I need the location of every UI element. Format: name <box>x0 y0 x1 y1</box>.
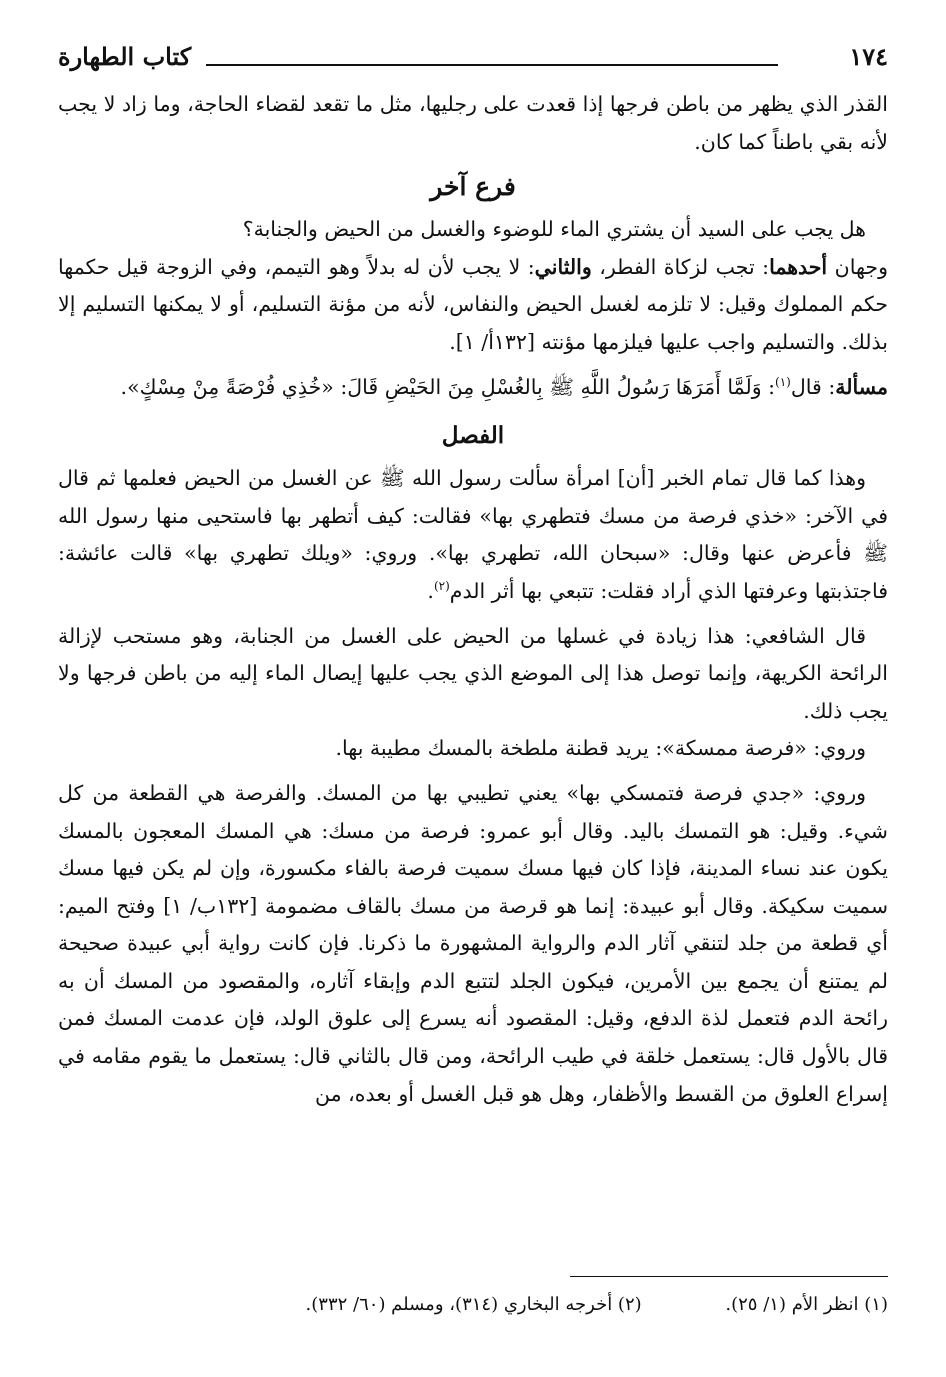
main-text <box>58 86 888 1113</box>
paragraph-3-first-ruling: : تجب لزكاة الفطر، <box>599 254 770 279</box>
paragraph-1: القذر الذي يظهر من باطن فرجها إذا قعدت على رجليها، مثل ما تقعد لقضاء الحاجة، وما زاد لا يجب لأنه بقي باطناً كما كان. <box>58 92 888 154</box>
paragraph-3-second-ruling: : لا يجب لأن له بدلاً وهو التيمم، وفي الزوجة قيل حكمها حكم المملوك وقيل: لا تلزمه لغسل الحيض والنفاس، لأنه من مؤنة التسليم، أو لا يمكنها التسليم إلا بذلك. والتسليم واجب عليها فيلزمها مؤنته [١٣٢أ/ ١]. <box>58 254 888 354</box>
footnote-ref-1: (١) <box>775 374 791 389</box>
paragraph-5-text: وهذا كما قال تمام الخبر [أن] امرأة سألت رسول الله ﷺ عن الغسل من الحيض فعلمها ثم قال في الآخر: «خذي فرصة من مسك فتطهري بها» فقالت: كيف أتطهر بها فاستحيى منها رسول الله ﷺ فأعرض عنها وقال: «سبحان الله، تطهري بها». وروي: «ويلك تطهري بها» قالت عائشة: فاجتذبتها وعرفتها الذي أراد فقلت: تتبعي بها أثر الدم <box>58 466 888 603</box>
footnote-1: (١) انظر الأم (١/ ٢٥). <box>725 1294 888 1315</box>
paragraph-3-lead: وجهان <box>834 254 888 279</box>
masala-quote: : وَلَمَّا أَمَرَهَا رَسُولُ اللَّهِ ﷺ بِالغُسْلِ مِنَ الحَيْضِ قَالَ: «خُذِي فُرْصَةً مِنْ مِسْكٍ». <box>120 374 776 399</box>
footnote-rule <box>570 1276 888 1277</box>
term-first: أحدهما <box>769 254 828 279</box>
header-rule <box>206 64 778 66</box>
masala-paragraph <box>58 369 888 407</box>
paragraph-3 <box>58 249 888 362</box>
paragraph-5 <box>58 460 888 610</box>
footnote-2: (٢) أخرجه البخاري (٣١٤)، ومسلم (٦٠/ ٣٣٢). <box>305 1294 642 1315</box>
page-number: ١٧٤ <box>849 42 888 71</box>
masala-said: : قال <box>790 374 836 399</box>
paragraph-6: قال الشافعي: هذا زيادة في غسلها من الحيض على الغسل من الجنابة، وهو مستحب لإزالة الرائحة الكريهة، وإنما توصل هذا إلى الموضع الذي يجب عليها إيصال الماء إليه من باطن فرجها ولا يجب ذلك. <box>58 623 888 723</box>
paragraph-7: وروي: «فرصة ممسكة»: يريد قطنة ملطخة بالمسك مطيبة بها. <box>335 736 866 761</box>
section-heading-fasl: الفصل <box>441 422 505 450</box>
term-second: والثاني <box>534 254 592 279</box>
paragraph-2: هل يجب على السيد أن يشتري الماء للوضوء والغسل من الحيض والجنابة؟ <box>242 217 866 242</box>
term-masala: مسألة <box>835 374 888 399</box>
section-heading-far-akhar: فرع آخر <box>430 172 516 202</box>
book-title: كتاب الطهارة <box>58 42 192 71</box>
footnotes <box>58 1292 888 1318</box>
page-header <box>58 40 888 80</box>
footnote-ref-2: (٢) <box>433 579 450 594</box>
paragraph-8: وروي: «جدي فرصة فتمسكي بها» يعني تطيبي بها من المسك. والفرصة هي القطعة من كل شيء. وقيل: هو التمسك باليد. وقال أبو عمرو: فرصة من مسك: هي المسك المعجون بالمسك يكون عند نساء المدينة، فإذا كان فيها مسك سميت فرصة بالفاء مكسورة، وإن لم يكن فيها مسك سميت سكيكة. وقال أبو عبيدة: إنما هو قرصة من مسك بالقاف مضمومة [١٣٢ب/ ١] وفتح الميم: أي قطعة من جلد لتنقي آثار الدم والرواية المشهورة ما ذكرنا. فإن كانت رواية أبي عبيدة صحيحة لم يمتنع أن يجمع بين الأمرين، فيكون الجلد لتتبع الدم وإبقاء آثاره، والمقصود من المسك أن به رائحة الدم فتعمل لذة الدفع، وقيل: المقصود أنه يسرع إلى علوق الولد، فإن عدمت المسك فمن قال بالأول قال: يستعمل خلقة في طيب الرائحة، ومن قال بالثاني قال: يستعمل ما يقوم مقامه في إسراع العلوق من القسط والأظفار، وهل هو قبل الغسل أو بعده، من <box>58 780 888 1106</box>
paragraph-5-end: . <box>427 578 434 603</box>
